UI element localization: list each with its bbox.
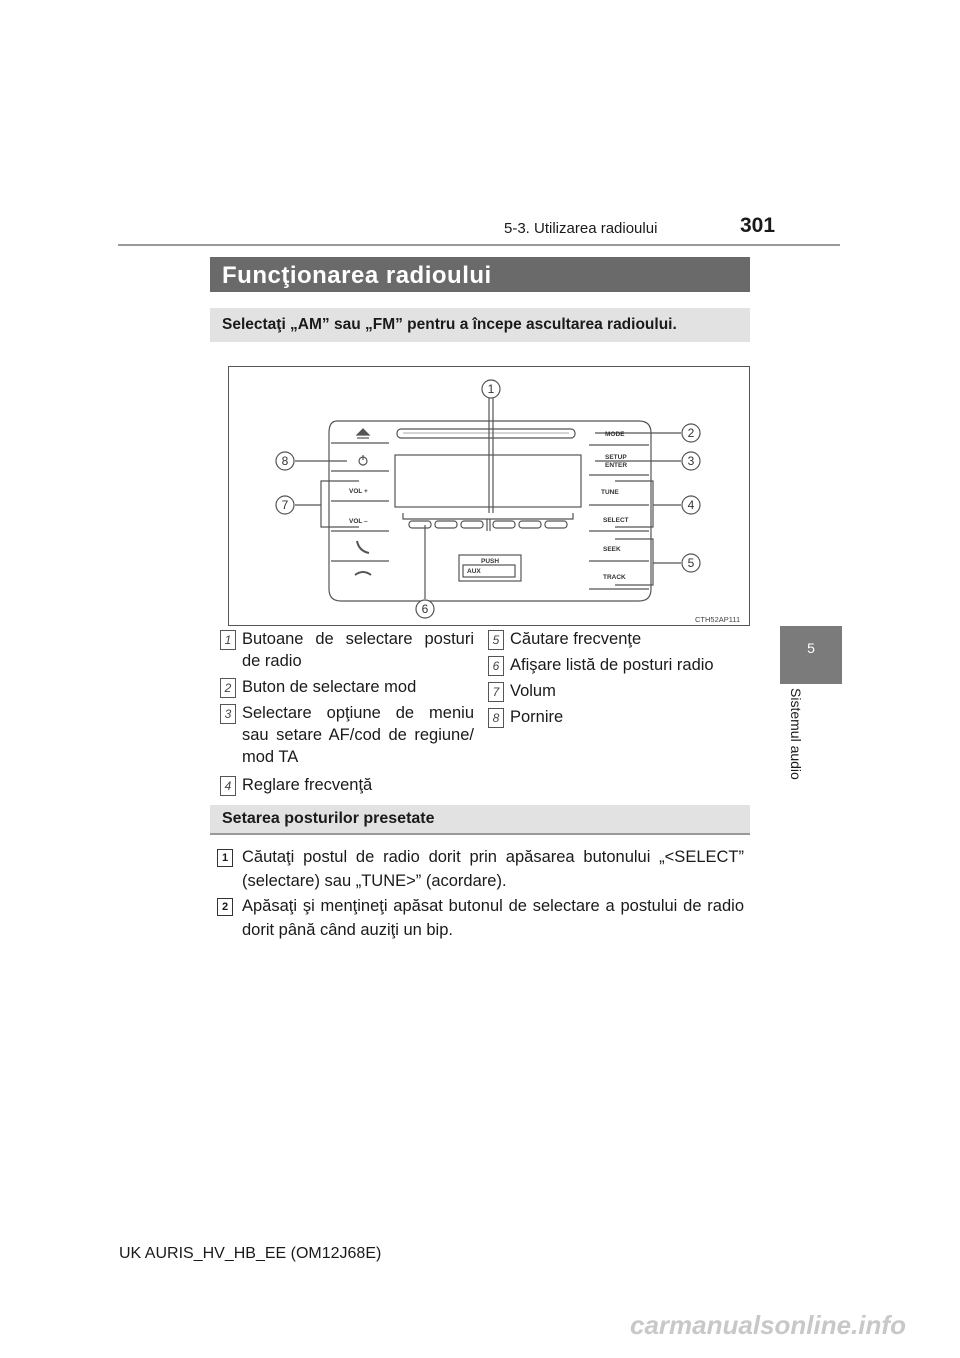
legend-item <box>492 706 750 728</box>
legend-item <box>224 676 474 698</box>
radio-panel-illustration <box>229 367 749 625</box>
page-title: Funcţionarea radioului <box>222 262 492 289</box>
legend-number: 2 <box>220 678 236 698</box>
callout-label: 2 <box>687 426 695 440</box>
mode-label: MODE <box>605 431 625 438</box>
callout-label: 6 <box>421 602 429 616</box>
legend-text: Căutare frecvenţe <box>510 630 642 648</box>
legend-number: 4 <box>220 776 236 796</box>
section-title: Setarea posturilor presetate <box>222 810 435 827</box>
step-number: 1 <box>217 849 233 867</box>
seek-label: SEEK <box>603 546 621 553</box>
watermark: carmanualsonline.info <box>630 1310 906 1340</box>
legend-item <box>492 654 750 676</box>
aux-label: AUX <box>467 568 481 575</box>
tune-label: TUNE <box>601 489 619 496</box>
callout-label: 8 <box>281 454 289 468</box>
chapter-name-vertical <box>786 688 808 818</box>
track-label: TRACK <box>603 574 626 581</box>
callout-label: 3 <box>687 454 695 468</box>
legend-left <box>224 628 474 796</box>
page-number: 301 <box>740 214 776 237</box>
legend-text: Reglare frecvenţă <box>242 776 373 794</box>
callout-label: 1 <box>487 382 495 396</box>
cd-slot <box>397 429 575 438</box>
step-number: 2 <box>217 898 233 916</box>
legend-text: Butoane de selectare posturi de radio <box>242 630 474 670</box>
step-2 <box>221 894 744 942</box>
legend-item <box>224 628 474 672</box>
legend-text: Selectare opţiune de meniu sau setare AF/cod de regiune/ mod TA <box>242 704 474 766</box>
legend-text: Pornire <box>510 708 564 726</box>
callout-label: 4 <box>687 498 695 512</box>
legend-number: 8 <box>488 708 504 728</box>
display-screen <box>395 455 581 507</box>
callout-label: 7 <box>281 498 289 512</box>
setup-label: SETUP <box>605 454 627 461</box>
radio-panel-diagram <box>228 366 750 626</box>
header-divider <box>118 244 840 246</box>
diagram-code: CTH52AP111 <box>695 615 741 624</box>
legend-text: Buton de selectare mod <box>242 678 417 696</box>
push-label: PUSH <box>481 558 500 565</box>
legend-item <box>224 702 474 768</box>
legend-item <box>492 628 750 650</box>
legend-text: Afişare listă de posturi radio <box>510 656 714 674</box>
step-text: Apăsaţi şi menţineţi apăsat butonul de selectare a postului de radio dorit până când auziţi un bip. <box>242 897 744 939</box>
legend-item <box>224 774 474 796</box>
legend-right <box>492 628 750 728</box>
vol-up-label: VOL + <box>349 488 368 495</box>
vol-down-label: VOL – <box>349 518 368 525</box>
step-text: Căutaţi postul de radio dorit prin apăsarea butonului „<SELECT” (selectare) sau „TUNE>” (acordare). <box>242 848 744 890</box>
chapter-number: 5 <box>807 640 815 656</box>
footer-model-code: UK AURIS_HV_HB_EE (OM12J68E) <box>119 1245 382 1262</box>
legend-number: 1 <box>220 630 236 650</box>
callout-label: 5 <box>687 556 695 570</box>
legend-number: 6 <box>488 656 504 676</box>
legend-number: 5 <box>488 630 504 650</box>
legend-number: 3 <box>220 704 236 724</box>
legend-number: 7 <box>488 682 504 702</box>
step-1 <box>221 845 744 893</box>
section-heading: 5-3. Utilizarea radioului <box>504 220 658 237</box>
chapter-name: Sistemul audio <box>788 688 804 780</box>
legend-item <box>492 680 750 702</box>
intro-text: Selectaţi „AM” sau „FM” pentru a începe ascultarea radioului. <box>222 316 677 333</box>
enter-label: ENTER <box>605 462 628 469</box>
select-label: SELECT <box>603 517 629 524</box>
legend-text: Volum <box>510 682 556 700</box>
